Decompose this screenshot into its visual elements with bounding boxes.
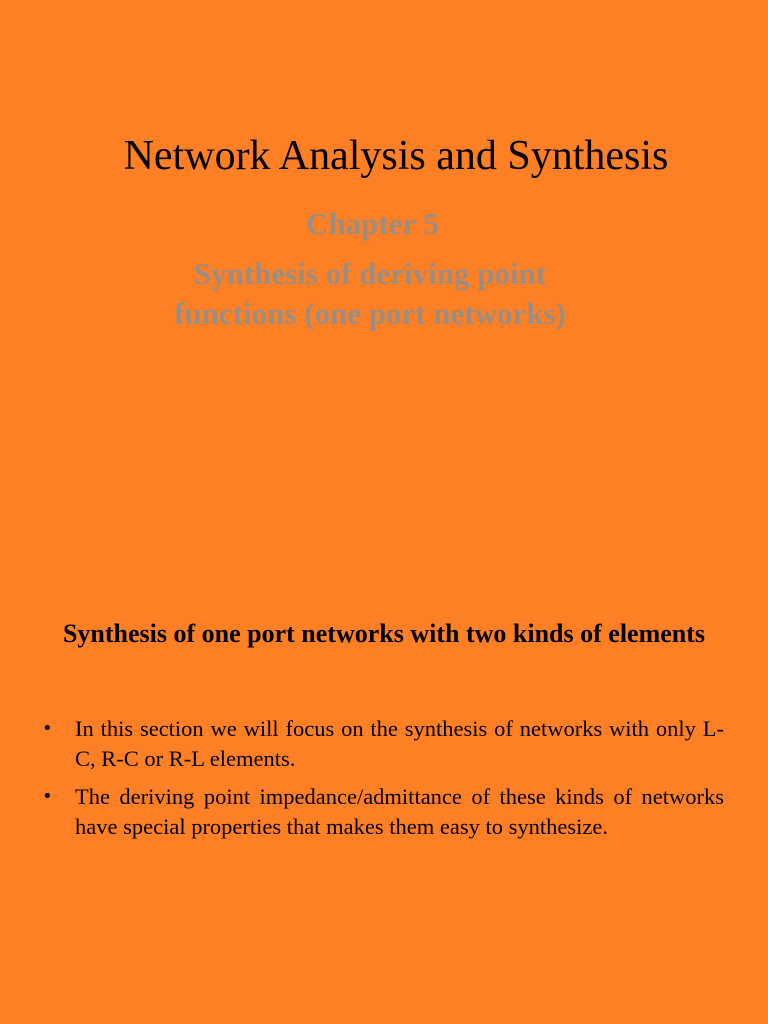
slide-2 (0, 512, 768, 1024)
bullet-icon: • (42, 786, 53, 807)
bullet-icon: • (42, 718, 53, 739)
bullet-text: The deriving point impedance/admittance of these kinds of networks have special properties that makes them easy to synthesize. (75, 784, 724, 839)
bullet-item (40, 714, 724, 774)
slide-title: Network Analysis and Synthesis (123, 133, 669, 179)
bullet-item (40, 782, 724, 842)
bullet-text: In this section we will focus on the synthesis of networks with only L-C, R-C or R-L elements. (75, 716, 724, 771)
bullet-list (40, 714, 724, 850)
slide-subtitle: Synthesis of deriving point functions (one port networks) (174, 256, 566, 331)
chapter-label: Chapter 5 (306, 206, 439, 241)
section-heading: Synthesis of one port networks with two kinds of elements (62, 619, 706, 648)
